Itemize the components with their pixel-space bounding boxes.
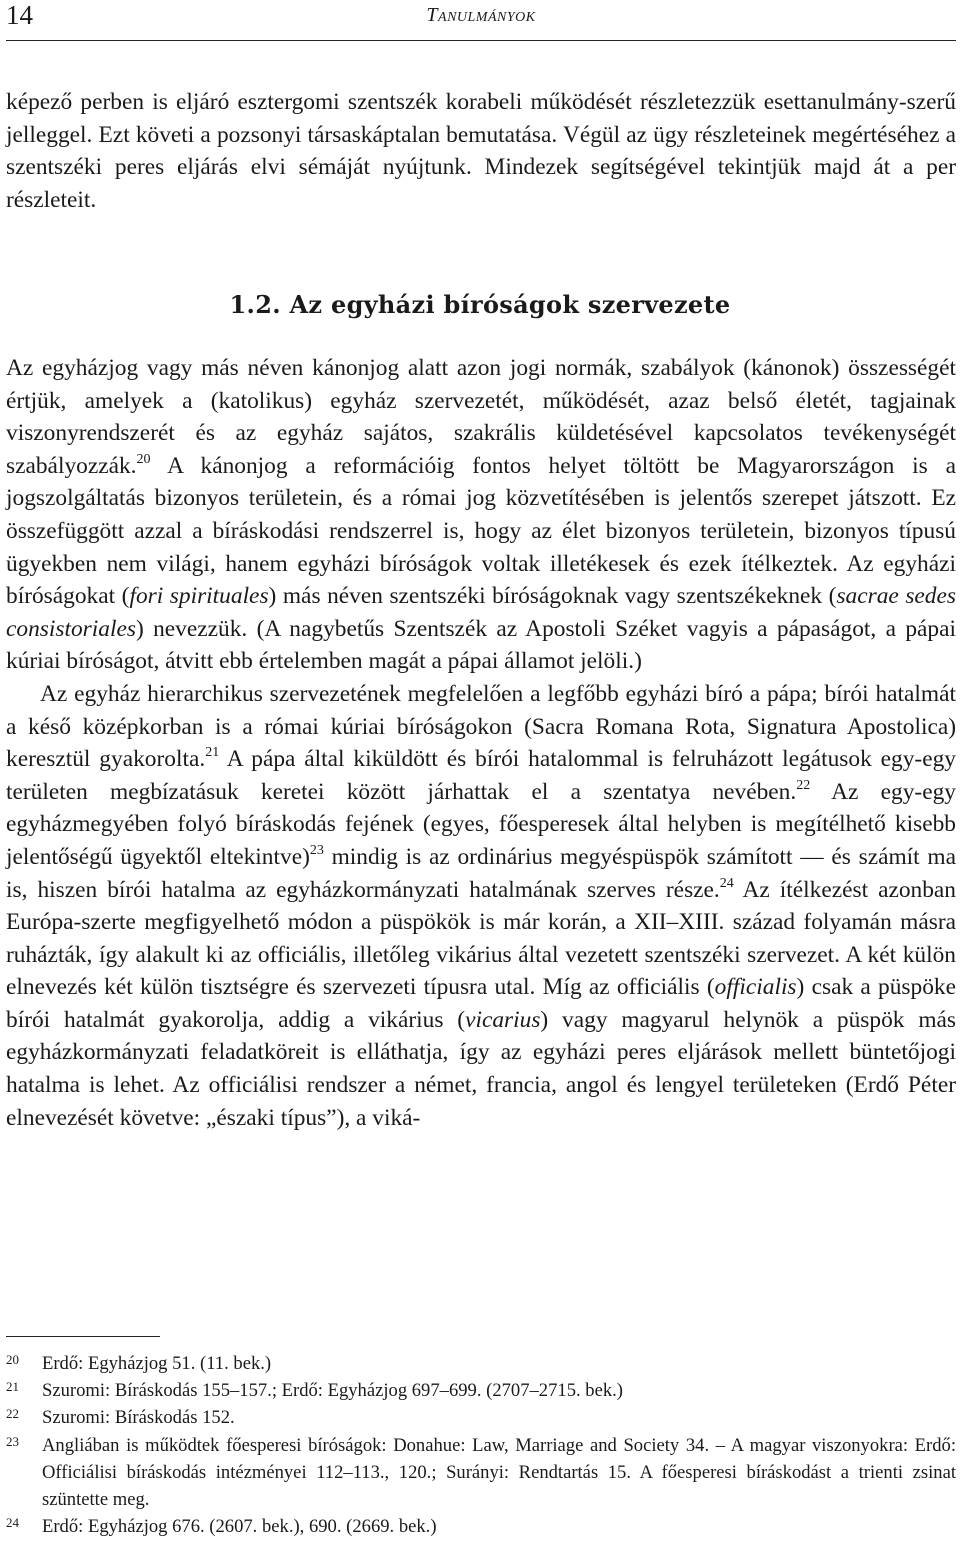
footnote-number: 23 [6, 1433, 19, 1449]
latin-term: vicarius [465, 1006, 541, 1033]
footnote [6, 1513, 956, 1540]
text-run: ) nevezzük. (A nagybetűs Szentszék az Apostoli Széket vagyis a pápaságot, a pápai kúriai bíróságot, átvitt ebb értelemben magát a pápai államot jelöli.) [6, 615, 956, 675]
text-run: mindig is az ordinárius megyéspüspök számított — és számít ma is, hiszen bírói hatalma az egyházkormányzati hatalmának szerves része. [6, 843, 956, 903]
footnote [6, 1377, 956, 1404]
latin-term: officialis [714, 974, 797, 1001]
footnote-number: 20 [6, 1352, 19, 1367]
footnote [6, 1404, 956, 1431]
footnote-text: Szuromi: Bíráskodás 152. [42, 1407, 235, 1429]
footnote-ref-22[interactable]: 22 [796, 777, 811, 793]
section-heading: 1.2. Az egyházi bíróságok szervezete [229, 290, 731, 319]
footnote-text: Szuromi: Bíráskodás 155–157.; Erdő: Egyházjog 697–699. (2707–2715. bek.) [42, 1380, 623, 1402]
main-text [6, 352, 956, 1134]
intro-paragraph: képező perben is eljáró esztergomi szentszék korabeli működését részletezzük esettanulmány-szerű jelleggel. Ezt követi a pozsonyi társaskáptalan bemutatása. Végül az ügy részleteinek megértéséhez a szentszéki peres eljárás elvi sémáját nyújtunk. Mindezek segítségével tekintjük majd át a per részleteit. [6, 89, 956, 213]
running-head: Tanulmányok [426, 4, 536, 26]
latin-term: sacrae sedes consistoriales [6, 583, 956, 642]
footnote-number: 21 [6, 1379, 19, 1395]
page-header [6, 0, 956, 41]
text-run: ) csak a püspöke bírói hatalmát gyakorolja, addig a vikárius ( [6, 974, 956, 1033]
text-run: ) más néven szentszéki bíróságoknak vagy szentszékeknek ( [268, 583, 837, 610]
footnote-ref-21[interactable]: 21 [205, 745, 220, 761]
text-run: Az ítélkezést azonban Európa-szerte megfigyelhető módon a püspökök is már korán, a XII–XIII. század folyamán másra ruházták, így alakult ki az officiális, illetőleg vikárius által vezetett szentszéki szervezet. A két külön elnevezés két külön tisztségre és szervezeti típusra utal. Míg az officiális ( [6, 876, 957, 1001]
footnote-divider [6, 1336, 160, 1337]
paragraph-2 [6, 678, 956, 1134]
paragraph-1 [6, 352, 956, 678]
text-run: A pápa által kiküldött és bírói hatalommal is felruházott legátusok egy-egy területen megbízatásuk keretei között járhattak el a szentatya nevében. [6, 746, 956, 805]
text-run: Az egy-egy egyházmegyében folyó bíráskodás fejének (egyes, főesperesek által helyben is megítélhető kisebb jelentőségű ügyektől eltekintve) [6, 778, 956, 870]
footnote-text: Angliában is működtek főesperesi bíróságok: Donahue: Law, Marriage and Society 34. – A magyar viszonyokra: Erdő: Officiálisi bíráskodás intézményei 112–113., 120.; Surányi: Rendtartás 15. A főesperesi bíráskodást a trienti zsinat szüntette meg. [42, 1434, 956, 1511]
footnote-number: 22 [6, 1406, 19, 1422]
footnote-ref-23[interactable]: 23 [309, 842, 324, 858]
footnote-text: Erdő: Egyházjog 51. (11. bek.) [42, 1353, 272, 1374]
footnote [6, 1350, 956, 1377]
text-run: A kánonjog a reformációig fontos helyet töltött be Magyarországon is a jogszolgáltatás bizonyos területein, és a római jog közvetítésében is jelentős szerepet játszott. Ez összefüggött azzal a bíráskodási rendszerrel is, hogy az élet bizonyos területein, bizonyos típusú ügyekben nem világi, hanem egyházi bíróságok voltak illetékesek és ezek ítélkeztek. Az egyházi bíróságokat ( [6, 452, 956, 610]
text-run: Az egyház hierarchikus szervezetének megfelelően a legfőbb egyházi bíró a pápa; bírói hatalmát a késő középkorban is a római kúriai bíróságokon (Sacra Romana Rota, Signatura Apostolica) keresztül gyakorolta. [6, 680, 956, 773]
footnote-text: Erdő: Egyházjog 676. (2607. bek.), 690. (2669. bek.) [42, 1516, 437, 1538]
text-run: Az egyházjog vagy más néven kánonjog alatt azon jogi normák, szabályok (kánonok) összességét értjük, amelyek a (katolikus) egyház szervezetét, működését, azaz belső életét, tagjainak viszonyrendszerét és az egyház sajátos, szakrális küldetésével kapcsolatos tevékenységét szabályozzák. [6, 355, 956, 479]
latin-term: fori spirituales [129, 583, 269, 610]
footnote-ref-20[interactable]: 20 [136, 451, 151, 467]
page-number: 14 [6, 0, 33, 30]
footnote-ref-24[interactable]: 24 [719, 875, 734, 891]
footnote-number: 24 [6, 1515, 19, 1531]
footnotes [6, 1350, 956, 1540]
text-run: ) vagy magyarul helynök a püspök más egyházkormányzati feladatköreit is elláthatja, így az egyházi peres eljárások mellett büntetőjogi hatalma is lehet. Az officiálisi rendszer a német, francia, angol és lengyel területeken (Erdő Péter elnevezését követve: „északi típus”), a viká- [6, 1006, 956, 1131]
footnote [6, 1432, 956, 1514]
